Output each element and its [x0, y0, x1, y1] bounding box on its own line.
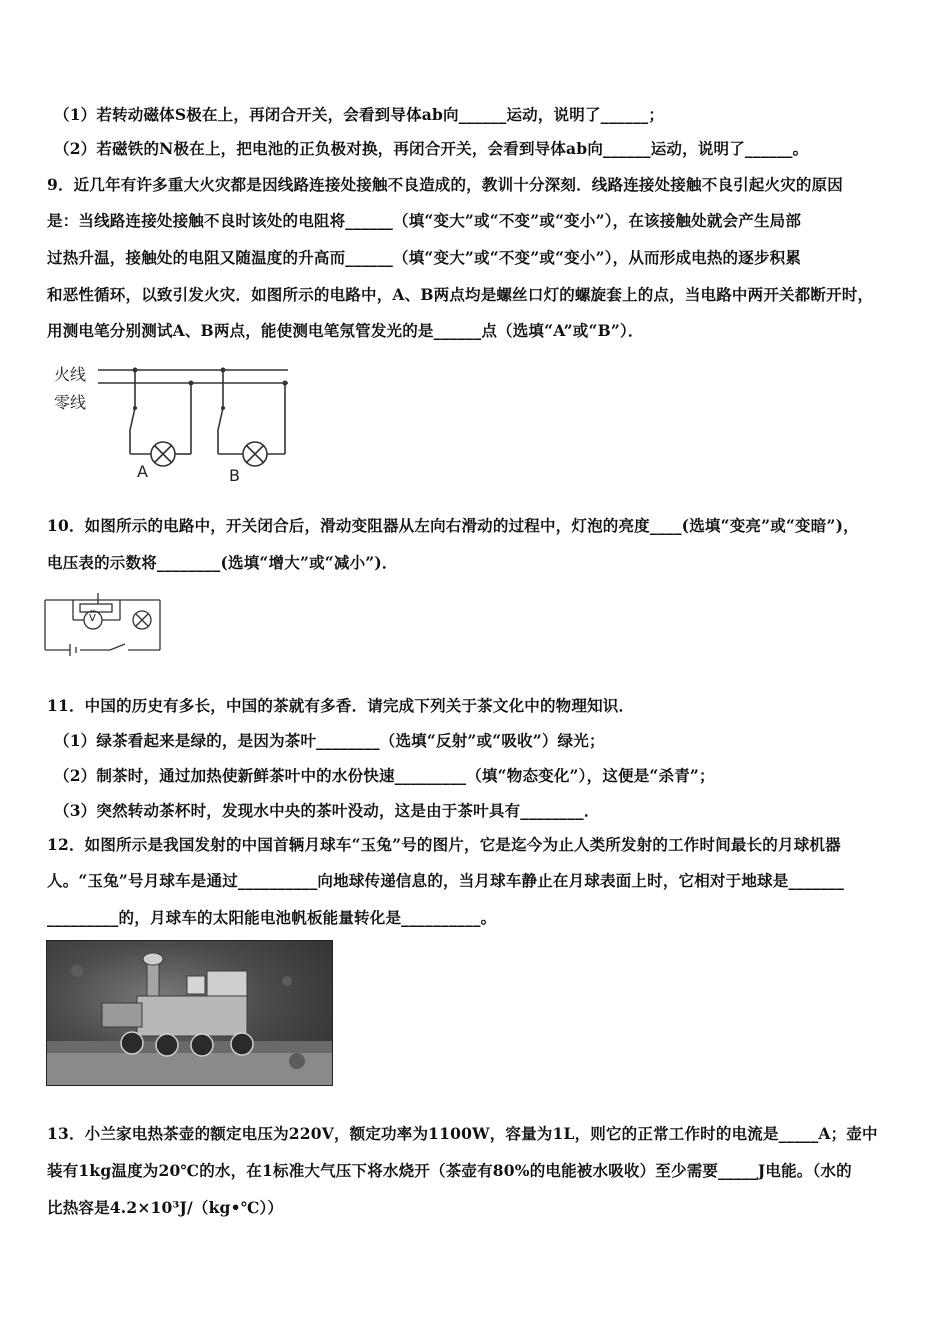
q13-line-1: 13．小兰家电热茶壶的额定电压为220V，额定功率为1100W，容量为1L，则它的正常工作时的电流是_____A；壶中: [47, 1124, 878, 1143]
q8-sub2: （2）若磁铁的N极在上，把电池的正负极对换，再闭合开关，会看到导体ab向______运动，说明了______。: [54, 139, 809, 158]
live-wire-label: 火线: [54, 365, 87, 384]
q12-line-3: _________的，月球车的太阳能电池帆板能量转化是__________。: [47, 908, 497, 927]
q10-circuit-figure: [40, 590, 170, 660]
neutral-wire-label: 零线: [54, 393, 87, 412]
q11-line-1: 11．中国的历史有多长，中国的茶就有多香．请完成下列关于茶文化中的物理知识．: [47, 696, 635, 715]
point-b-label: B: [229, 466, 240, 485]
q12-line-2: 人。“玉兔”号月球车是通过__________向地球传递信息的，当月球车静止在月球表面上时，它相对于地球是_______: [47, 871, 845, 890]
yutu-rover-photo: [46, 940, 333, 1086]
q11-sub1: （1）绿茶看起来是绿的，是因为茶叶________（选填“反射”或“吸收”）绿光；: [54, 731, 605, 750]
q11-sub2: （2）制茶时，通过加热使新鲜茶叶中的水份快速_________（填“物态变化”），这便是“杀青”；: [54, 766, 715, 785]
q9-line-4: 和恶性循环，以致引发火灾．如图所示的电路中，A、B两点均是螺丝口灯的螺旋套上的点，当电路中两开关都断开时，: [47, 285, 874, 304]
rover-illustration: [47, 941, 332, 1085]
household-circuit-diagram: [48, 358, 298, 493]
q10-line-1: 10．如图所示的电路中，开关闭合后，滑动变阻器从左向右滑动的过程中，灯泡的亮度____(选填“变亮”或“变暗”)，: [47, 516, 859, 535]
q9-line-2: 是：当线路连接处接触不良时该处的电阻将______（填“变大”或“不变”或“变小”），在该接触处就会产生局部: [47, 211, 802, 230]
q10-line-2: 电压表的示数将________(选填“增大”或“减小”)．: [47, 553, 398, 572]
voltmeter-label: V: [89, 613, 96, 624]
rheostat-circuit-diagram: [40, 590, 170, 660]
point-a-label: A: [137, 462, 148, 481]
q8-sub1: （1）若转动磁体S极在上，再闭合开关，会看到导体ab向______运动，说明了______；: [54, 105, 665, 124]
q9-line-1: 9．近几年有许多重大火灾都是因线路连接处接触不良造成的，教训十分深刻．线路连接处接触不良引起火灾的原因: [47, 175, 843, 194]
q12-line-1: 12．如图所示是我国发射的中国首辆月球车“玉兔”号的图片，它是迄今为止人类所发射的工作时间最长的月球机器: [47, 835, 841, 854]
q13-line-3: 比热容是4.2×10³J/（kg•℃））: [47, 1198, 284, 1217]
q9-circuit-figure: [48, 358, 298, 493]
q9-line-3: 过热升温，接触处的电阻又随温度的升高而______（填“变大”或“不变”或“变小”），从而形成电热的逐步积累: [47, 248, 802, 267]
q11-sub3: （3）突然转动茶杯时，发现水中央的茶叶没动，这是由于茶叶具有________．: [54, 801, 600, 820]
q13-line-2: 装有1kg温度为20℃的水，在1标准大气压下将水烧开（茶壶有80%的电能被水吸收）至少需要_____J电能。（水的: [47, 1161, 852, 1180]
q9-line-5: 用测电笔分别测试A、B两点，能使测电笔氖管发光的是______点（选填“A”或“B”）．: [47, 321, 644, 340]
